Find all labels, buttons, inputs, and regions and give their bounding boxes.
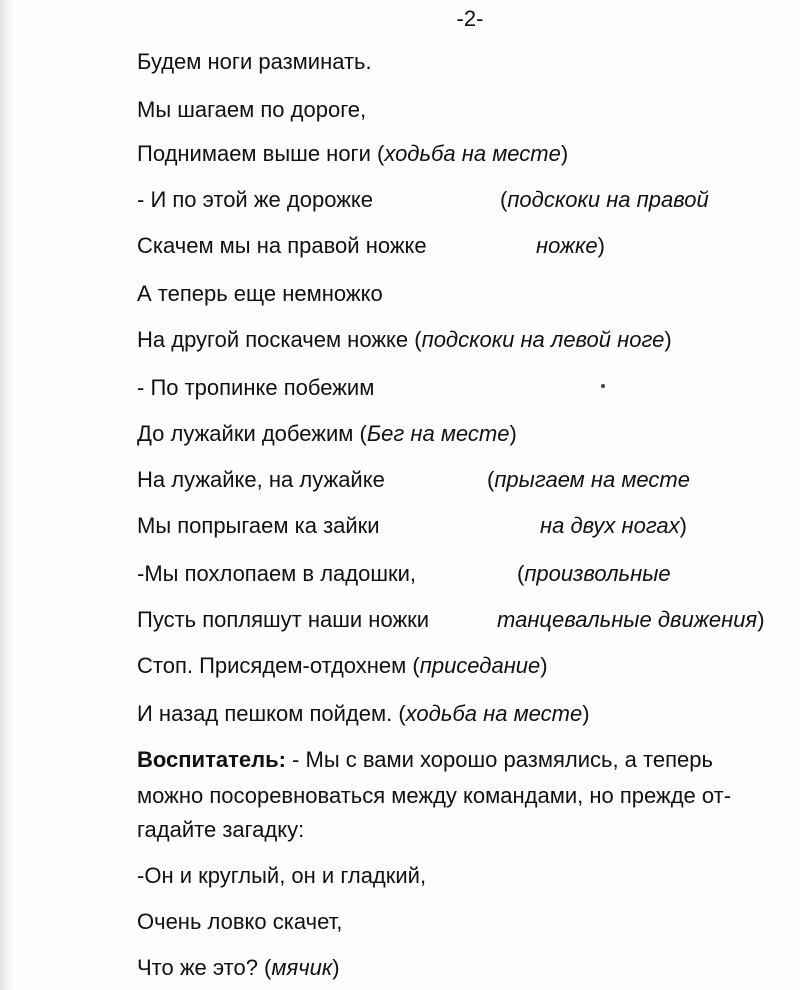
- riddle-line: Очень ловко скачет,: [137, 909, 343, 934]
- scan-speck: [601, 384, 605, 388]
- verse-line: Мы попрыгаем ка зайки: [137, 513, 380, 538]
- page-number: -2-: [456, 6, 484, 31]
- verse-line: И назад пешком пойдем. (ходьба на месте): [137, 701, 590, 726]
- riddle-line: Что же это? (мячик): [137, 955, 340, 980]
- verse-line: А теперь еще немножко: [137, 281, 383, 306]
- verse-line: Скачем мы на правой ножке: [137, 233, 427, 258]
- speaker-paragraph-line: Воспитатель: - Мы с вами хорошо размялись, а теперь: [137, 747, 713, 772]
- verse-line: - И по этой же дорожке: [137, 187, 374, 212]
- verse-line: На другой поскачем ножке (подскоки на левой ноге): [137, 327, 672, 352]
- verse-line: Поднимаем выше ноги (ходьба на месте): [137, 141, 569, 166]
- verse-line: Пусть попляшут наши ножки: [137, 607, 430, 632]
- stage-note: танцевальные движения): [497, 607, 765, 632]
- verse-line: На лужайке, на лужайке: [137, 467, 385, 492]
- scan-shadow-edge: [0, 0, 14, 990]
- verse-line: Мы шагаем по дороге,: [137, 97, 367, 122]
- stage-note: ножке): [536, 233, 605, 258]
- verse-line: До лужайки добежим (Бег на месте): [137, 421, 517, 446]
- verse-line: - По тропинке побежим: [137, 375, 375, 400]
- stage-note: (подскоки на правой: [500, 187, 709, 212]
- speaker-paragraph-line: можно посоревноваться между командами, но прежде от-: [137, 783, 732, 808]
- verse-line: Будем ноги разминать.: [137, 49, 372, 74]
- speaker-paragraph-line: гадайте загадку:: [137, 817, 305, 842]
- stage-note: (произвольные: [517, 561, 671, 586]
- riddle-line: -Он и круглый, он и гладкий,: [137, 863, 427, 888]
- stage-note: на двух ногах): [540, 513, 687, 538]
- verse-line: -Мы похлопаем в ладошки,: [137, 561, 417, 586]
- speaker-label: Воспитатель:: [137, 747, 286, 772]
- stage-note: (прыгаем на месте: [487, 467, 690, 492]
- verse-line: Стоп. Присядем-отдохнем (приседание): [137, 653, 548, 678]
